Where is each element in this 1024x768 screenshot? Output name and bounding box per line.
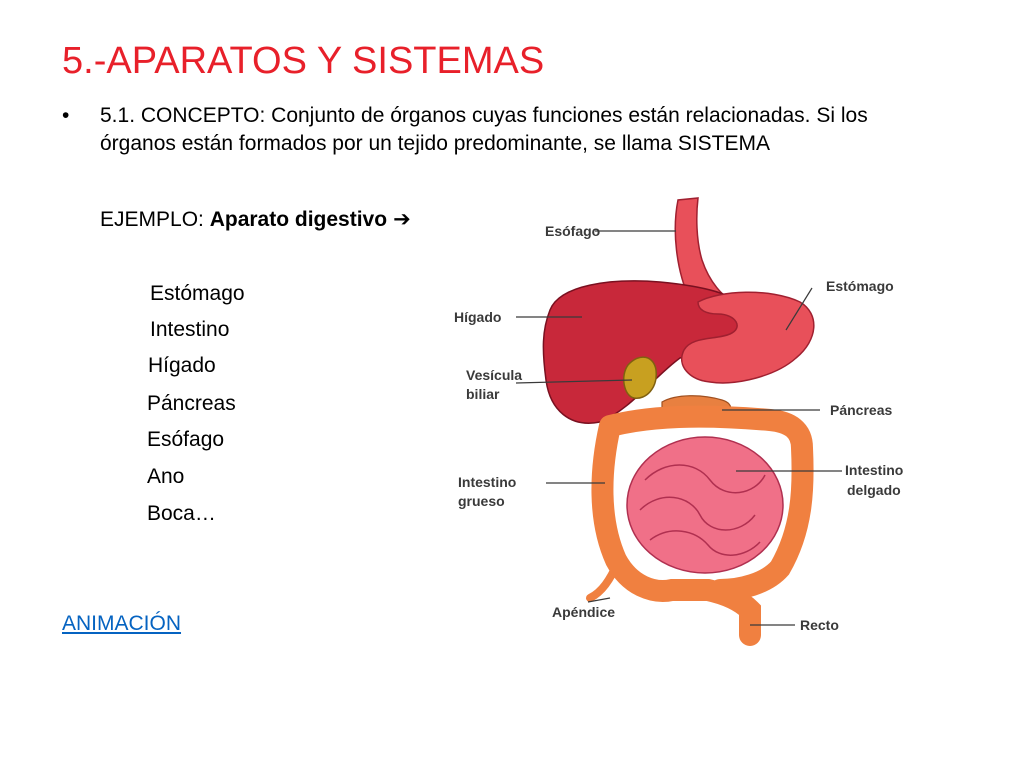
small-intestine-shape — [627, 437, 783, 573]
label-recto: Recto — [800, 617, 839, 633]
label-vesicula-1: Vesícula — [466, 367, 523, 383]
label-higado: Hígado — [454, 309, 502, 325]
animation-link[interactable]: ANIMACIÓN — [62, 612, 182, 635]
organ-item: Páncreas — [147, 392, 236, 415]
bullet-marker: • — [62, 104, 70, 127]
label-intestino-grueso-1: Intestino — [458, 474, 517, 490]
organ-item: Estómago — [150, 282, 245, 305]
label-esofago: Esófago — [545, 223, 601, 239]
organ-item: Hígado — [148, 354, 216, 377]
label-vesicula-2: biliar — [466, 386, 500, 402]
label-estomago: Estómago — [826, 278, 894, 294]
example-prefix: EJEMPLO: — [100, 208, 210, 231]
organ-item: Esófago — [147, 428, 225, 451]
example-line — [100, 207, 411, 232]
example-bold: Aparato digestivo — [209, 208, 388, 231]
label-intestino-delgado-2: delgado — [847, 482, 901, 498]
slide-title: 5.-APARATOS Y SISTEMAS — [62, 40, 545, 82]
organ-item: Ano — [147, 465, 185, 488]
organ-item: Intestino — [150, 318, 230, 341]
organ-item: Boca… — [147, 502, 216, 525]
label-pancreas: Páncreas — [830, 402, 893, 418]
label-intestino-delgado-1: Intestino — [845, 462, 904, 478]
concept-text: 5.1. CONCEPTO: Conjunto de órganos cuyas funciones están relacionadas. Si los órganos están formados por un tejido predominante, se llama SISTEMA — [100, 104, 868, 155]
label-apendice: Apéndice — [552, 604, 616, 620]
appendix-shape — [590, 562, 618, 598]
label-intestino-grueso-2: grueso — [458, 493, 505, 509]
arrow-right-icon: ➔ — [393, 208, 411, 231]
digestive-system-diagram — [440, 190, 940, 650]
